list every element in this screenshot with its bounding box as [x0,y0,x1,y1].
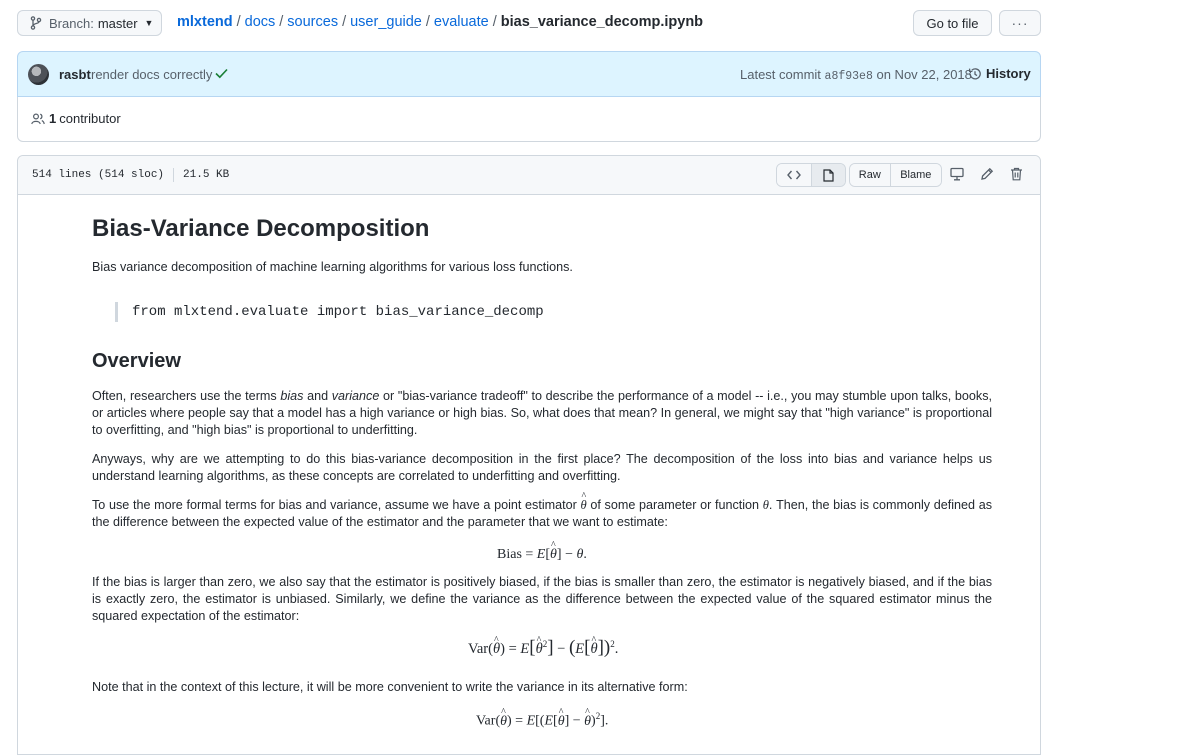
file-icon [823,169,834,182]
overview-heading: Overview [92,350,181,372]
commit-sha-link[interactable]: a8f93e8 [824,70,873,83]
branch-select-button[interactable] [17,10,162,36]
breadcrumb-separator: / [342,14,347,30]
code-icon [787,170,801,180]
latest-commit-info [740,67,972,83]
go-to-file-button[interactable]: Go to file [913,10,992,36]
trash-icon[interactable] [1010,167,1023,181]
contributors-link[interactable] [31,111,121,126]
raw-blame-group [849,163,942,187]
paragraph-overview-5: Note that in the context of this lecture, it will be more convenient to write the variance in its alternative form: [92,680,688,694]
equation-variance-alt: Var(^ θ) = E[(E[^ θ] − ^ θ)$^2$]. [476,708,608,730]
breadcrumb-user-guide[interactable]: user_guide [350,14,422,30]
branch-label: Branch: [49,15,94,31]
history-icon [968,67,982,81]
file-viewer [17,155,1041,755]
breadcrumb-separator: / [236,14,241,30]
display-source-button[interactable] [777,164,812,186]
latest-commit-prefix: Latest commit [740,67,821,82]
breadcrumb-evaluate[interactable]: evaluate [433,14,489,30]
intro-text: Bias variance decomposition of machine learning algorithms for various loss functions. [92,260,573,274]
file-lines: 514 lines (514 sloc) [32,169,165,181]
breadcrumb-repo[interactable]: mlxtend [177,14,233,30]
commit-date: on Nov 22, 2018 [876,67,972,82]
page-title: Bias-Variance Decomposition [92,215,430,242]
pencil-icon[interactable] [980,167,994,181]
file-size: 21.5 KB [183,169,230,181]
check-icon [215,68,228,79]
contributors-count: 1 [49,111,57,126]
breadcrumb-sources[interactable]: sources [287,14,339,30]
paragraph-overview-2: Anyways, why are we attempting to do this bias-variance decomposition in the first place? The decomposition of the loss into bias and variance helps us understand learning algorithms, as these concepts are correlated to underfitting and overfitting. [92,452,992,483]
breadcrumb-separator: / [279,14,284,30]
blame-button[interactable]: Blame [891,164,941,186]
file-meta [32,168,229,182]
branch-value: master [97,15,138,31]
breadcrumb [177,14,703,30]
people-icon [31,113,45,125]
contributors-label: contributor [59,111,121,126]
history-label: History [986,66,1031,81]
file-header [18,156,1040,195]
commit-author[interactable]: rasbt [59,67,91,82]
breadcrumb-docs[interactable]: docs [244,14,276,30]
breadcrumb-file-name: bias_variance_decomp.ipynb [500,14,704,30]
latest-commit-box [17,51,1041,97]
raw-button[interactable]: Raw [850,164,891,186]
equation-bias: Bias = E[^ θ] − θ. [497,546,587,563]
equation-variance: Var(^ θ) = E[^ $\theta^2$] − (E[^ θ])$^2$. [468,636,618,658]
chevron-down-icon: ▼ [144,18,154,28]
avatar[interactable] [28,64,49,85]
desktop-icon[interactable] [950,167,964,181]
display-rendered-button[interactable] [812,164,846,186]
divider [173,168,174,182]
more-options-button[interactable] [999,10,1041,36]
code-cell: from mlxtend.evaluate import bias_variance_decomp [115,302,544,322]
breadcrumb-separator: / [492,14,497,30]
view-toggle-group [776,163,846,187]
commit-message[interactable]: render docs correctly [91,67,213,82]
paragraph-overview-1: Often, researchers use the terms bias and variance or "bias-variance tradeoff" to describe the performance of a model -- i.e., you may stumble upon talks, books, or articles where people say that a model has a high variance or high bias. So, what does that mean? In general, we might say that "high variance" is proportional to overfitting, and "high bias" is proportional to underfitting. [92,389,993,437]
kebab-horizontal-icon: ··· [1011,15,1029,31]
breadcrumb-separator: / [425,14,430,30]
paragraph-overview-3: To use the more formal terms for bias and variance, assume we have a point estimator ^ θ of some parameter or function θ. Then, the bias is commonly defined as the difference between the expected value of the estimator and the parameter that we want to estimate: [92,497,992,531]
git-branch-icon [30,16,42,30]
contributors-box [17,97,1041,142]
history-button[interactable] [968,66,1031,81]
paragraph-overview-4: If the bias is larger than zero, we also say that the estimator is positively biased, if the bias is smaller than zero, the estimator is negatively biased, and if the bias is exactly zero, the estimator is unbiased. Similarly, we define the variance as the difference between the expected value of the squared estimator minus the squared expectation of the estimator: [92,575,992,623]
